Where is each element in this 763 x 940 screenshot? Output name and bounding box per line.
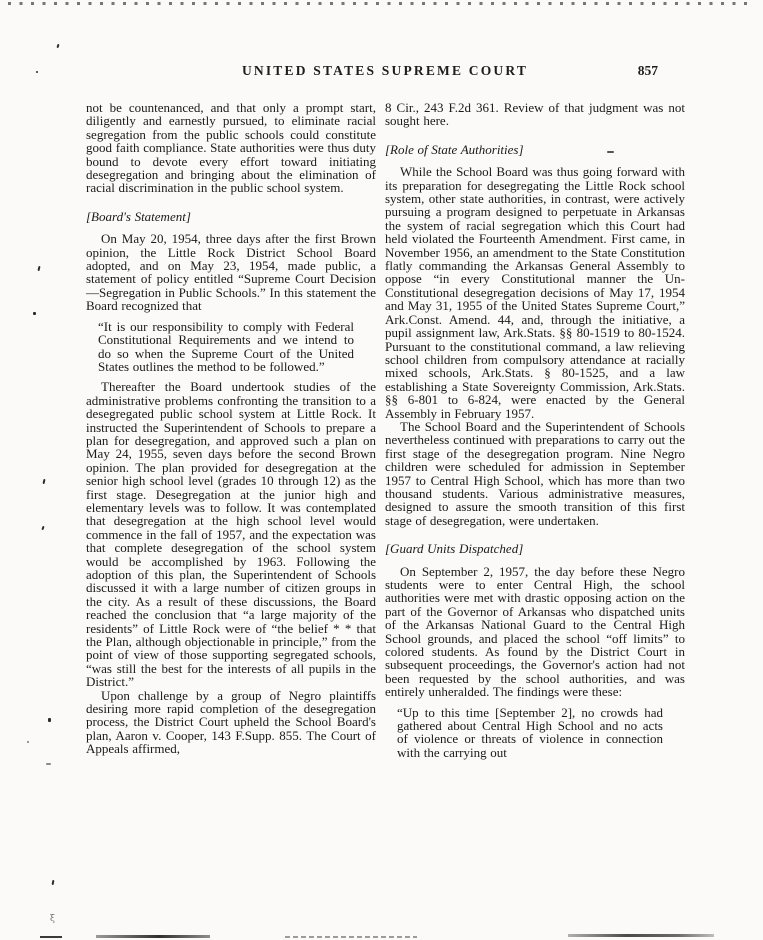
scan-speck — [41, 526, 44, 530]
scan-speck — [48, 718, 51, 722]
scan-speck — [27, 741, 29, 743]
scan-speck — [56, 44, 59, 48]
blockquote-up-to-this-time: “Up to this time [September 2], no crowds had gathered about Central High School and no acts of violence or threats of violence in connection with the carrying out — [397, 704, 663, 760]
paragraph-upon-challenge: Upon challenge by a group of Negro plaintiffs desiring more rapid completion of the desegregation process, the District Court upheld the School Board's plan, Aaron v. Cooper, 143 F.Supp. 855. The Court of Appeals affirmed, — [86, 687, 376, 757]
scan-speck — [46, 763, 51, 765]
scan-speck — [52, 880, 55, 885]
section-heading-guard-units-dispatched: [Guard Units Dispatched] — [385, 541, 524, 557]
section-heading-role-of-state-authorities: [Role of State Authorities] — [385, 141, 524, 157]
scan-smudge — [40, 936, 62, 938]
paragraph-thereafter: Thereafter the Board undertook studies of the administrative problems confronting the transition to a desegregated public school system at Little Rock. It instructed the Superintendent of Schools to prepare a plan for desegregation, and approved such a plan on May 24, 1955, seven days before the second Brown opinion. The plan provided for desegregation at the senior high school level (grades 10 through 12) as the first stage. Desegregation at the junior high and elementary levels was to follow. It was contemplated that desegregation at the high school level would commence in the fall of 1957, and the expectation was that complete desegregation of the school system would be accomplished by 1963. Following the adoption of this plan, the Superintendent of Schools discussed it with a large number of citizen groups in the city. As a result of these discussions, the Board reached the conclusion that “a large majority of the residents” of Little Rock were of “the belief * * that the Plan, although objectionable in principle,” from the point of view of those supporting segregated schools, “was still the best for the interests of all pupils in the District.” — [86, 379, 376, 690]
left-column — [86, 101, 376, 756]
paragraph-may20: On May 20, 1954, three days after the first Brown opinion, the Little Rock District School Board adopted, and on May 23, 1954, made public, a statement of policy entitled “Supreme Court Decision—Segregation in Public Schools.” In this statement the Board recognized that — [86, 231, 376, 314]
scan-smudge — [96, 935, 210, 938]
running-header-title: UNITED STATES SUPREME COURT — [241, 63, 529, 78]
page-number: 857 — [637, 63, 658, 78]
right-column — [385, 101, 685, 766]
scan-smudge — [568, 934, 714, 937]
paragraph-school-board-preparations: The School Board and the Superintendent of Schools nevertheless continued with preparations to carry out the first stage of the desegregation program. Nine Negro children were scheduled for admission in September 1957 to Central High School, which has more than two thousand students. Various administrative measures, designed to assure the smooth transition of this first stage of desegregation, were undertaken. — [385, 418, 685, 528]
scan-speck — [43, 479, 46, 484]
paragraph-continuation-right: 8 Cir., 243 F.2d 361. Review of that judgment was not sought here. — [385, 100, 685, 129]
paragraph-while-school-board: While the School Board was thus going forward with its preparation for desegregating the Little Rock school system, other state authorities, in contrast, were actively pursuing a program designed to perpetuate in Arkansas the system of racial segregation which this Court had held violated the Fourteenth Amendment. First came, in November 1956, an amendment to the State Constitution flatly commanding the Arkansas General Assembly to oppose “in every Constitutional manner the Un-Constitutional desegregation decisions of May 17, 1954 and May 31, 1955 of the United States Supreme Court,” Ark.Const. Amend. 44, and, through the initiative, a pupil assignment law, Ark.Stats. §§ 80-1519 to 80-1524. Pursuant to the constitutional command, a law relieving school children from compulsory attendance at racially mixed schools, Ark.Stats. § 80-1525, and a law establishing a State Sovereignty Commission, Ark.Stats. §§ 6-801 to 6-824, were enacted by the General Assembly in February 1957. — [385, 164, 685, 421]
scan-speck — [33, 312, 36, 315]
blockquote-responsibility: “It is our responsibility to comply with Federal Constitutional Requirements and we intend to do so when the Supreme Court of the United States outlines the method to be followed.” — [98, 318, 354, 374]
scan-speck — [36, 71, 38, 73]
scan-squiggle: ξ — [50, 914, 55, 924]
perforation-dots — [8, 2, 755, 5]
scan-smudge — [285, 936, 417, 938]
section-heading-boards-statement: [Board's Statement] — [86, 208, 191, 224]
scan-speck — [607, 151, 614, 153]
paragraph-on-september-2: On September 2, 1957, the day before these Negro students were to enter Central High, the school authorities were met with drastic opposing action on the part of the Governor of Arkansas who dispatched units of the Arkansas National Guard to the Central High School grounds, and placed the school “off limits” to colored students. As found by the District Court in subsequent proceedings, the Governor's action had not been requested by the school authorities, and was entirely unheralded. The findings were these: — [385, 563, 685, 700]
scan-speck — [37, 266, 40, 271]
paragraph-continuation-left: not be countenanced, and that only a prompt start, diligently and earnestly pursued, to eliminate racial segregation from the public schools could constitute good faith compliance. State authorities were thus duty bound to devote every effort toward initiating desegregation and bringing about the elimination of racial discrimination in the public school system. — [86, 100, 376, 196]
